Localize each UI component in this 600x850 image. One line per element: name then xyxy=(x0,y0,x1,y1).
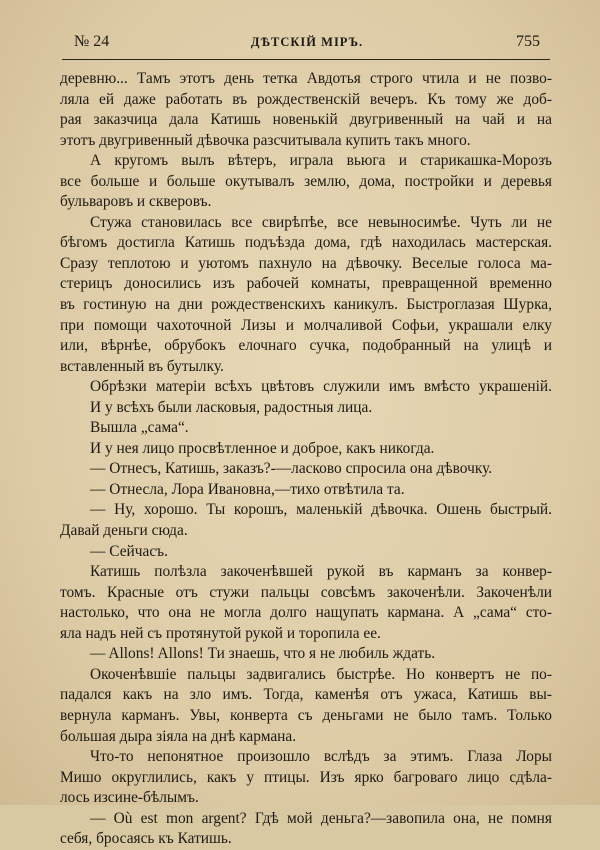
text-line: Давай деньги сюда. xyxy=(60,522,188,540)
running-title: ДѢТСКІЙ МІРЪ. xyxy=(250,35,364,49)
text-line: И у всѣхъ были ласковыя, радостныя лица. xyxy=(90,398,373,416)
text-line: вернула карманъ. Увы, конверта съ деньгами не было тамъ. Только xyxy=(60,706,552,724)
text-line: — Сейчасъ. xyxy=(90,542,168,560)
text-line: Вышла „сама“. xyxy=(90,419,189,437)
text-line: или, вѣрнѣе, обрубокъ елочнаго сучка, подобранный на улицѣ и xyxy=(60,337,552,355)
text-line: въ гостиную на дни рождественскихъ каникулъ. Быстроглазая Шурка, xyxy=(60,296,552,314)
text-line: — Отнесъ, Катишь, заказъ?-—ласково спросила она дѣвочку. xyxy=(90,460,493,478)
text-line: этотъ двугривенный дѣвочка разсчитывала купить такъ много. xyxy=(60,131,471,149)
text-line: И у нея лицо просвѣтленное и доброе, какъ никогда. xyxy=(90,439,435,457)
text-line: Стужа становилась все свирѣпѣе, все невыносимѣе. Чуть ли не xyxy=(90,213,552,231)
text-line: Обрѣзки матеріи всѣхъ цвѣтовъ служили имъ вмѣсто украшеній. xyxy=(90,378,552,396)
text-line: деревню... Тамъ этотъ день тетка Авдотья строго чтила и не позво- xyxy=(60,70,552,87)
text-line: лось изсине-бѣлымъ. xyxy=(60,789,199,807)
text-line: Сразу теплотою и уютомъ пахнуло на дѣвочку. Веселые голоса ма- xyxy=(60,254,552,272)
text-line: бульваровъ и скверовъ. xyxy=(60,193,212,211)
page-header xyxy=(74,33,540,57)
text-line: себя, бросаясь къ Катишь. xyxy=(60,830,232,848)
text-line: Окоченѣвшіе пальцы задвигались быстрѣе. Но конвертъ не по- xyxy=(90,665,552,683)
text-line: ляла ей даже работать въ рождественскій вечеръ. Къ тому же доб- xyxy=(60,90,552,108)
body-text xyxy=(60,69,552,850)
issue-number: № 24 xyxy=(74,33,110,50)
text-line: настолько, что она не могла долго нащупать кармана. А „сама“ сто- xyxy=(60,604,552,622)
text-line: яла надъ ней съ протянутой рукой и торопила ее. xyxy=(60,624,381,642)
text-line: рая заказчица дала Катишь новенькій двугривенный на чай и на xyxy=(60,111,552,129)
text-line: бѣгомъ достигла Катишь подъѣзда дома, гдѣ находилась мастерская. xyxy=(60,234,552,252)
text-line: Катишь полѣзла закоченѣвшей рукой въ карманъ за конвер- xyxy=(90,563,552,581)
text-line: Мишо округлились, какъ у птицы. Изъ ярко багроваго лицо сдѣла- xyxy=(60,768,552,786)
header-rule xyxy=(62,59,550,60)
text-line: — Allons! Allons! Ти знаешь, что я не любиль ждать. xyxy=(90,645,436,663)
text-line: падался какъ на зло имъ. Тогда, каменѣя отъ ужаса, Катишь вы- xyxy=(60,686,552,704)
page-number: 755 xyxy=(516,33,540,50)
text-line: — Ну, хорошо. Ты корошъ, маленькій дѣвочка. Ошень быстрый. xyxy=(90,501,552,519)
text-line: все больше и больше окутывалъ землю, дома, постройки и деревья xyxy=(60,172,552,190)
text-line: — Où est mon argent? Гдѣ мой деньга?—завопила она, не помня xyxy=(90,809,552,827)
text-line: стерицъ доносились изъ рабочей комнаты, превращенной временно xyxy=(60,275,552,293)
text-line: — Отнесла, Лора Ивановна,—тихо отвѣтила та. xyxy=(90,480,405,498)
text-line: Что-то непонятное произошло вслѣдъ за этимъ. Глаза Лоры xyxy=(90,748,552,766)
text-line: А кругомъ вылъ вѣтеръ, играла вьюга и старикашка-Морозъ xyxy=(90,152,552,170)
text-line: вставленный въ бутылку. xyxy=(60,357,224,375)
text-line: большая дыра зіяла на днѣ кармана. xyxy=(60,727,297,745)
text-line: при помощи чахоточной Лизы и молчаливой Софьи, украшали елку xyxy=(60,316,552,334)
text-line: томъ. Красные отъ стужи пальцы совсѣмъ закоченѣли. Закоченѣли xyxy=(60,583,552,601)
